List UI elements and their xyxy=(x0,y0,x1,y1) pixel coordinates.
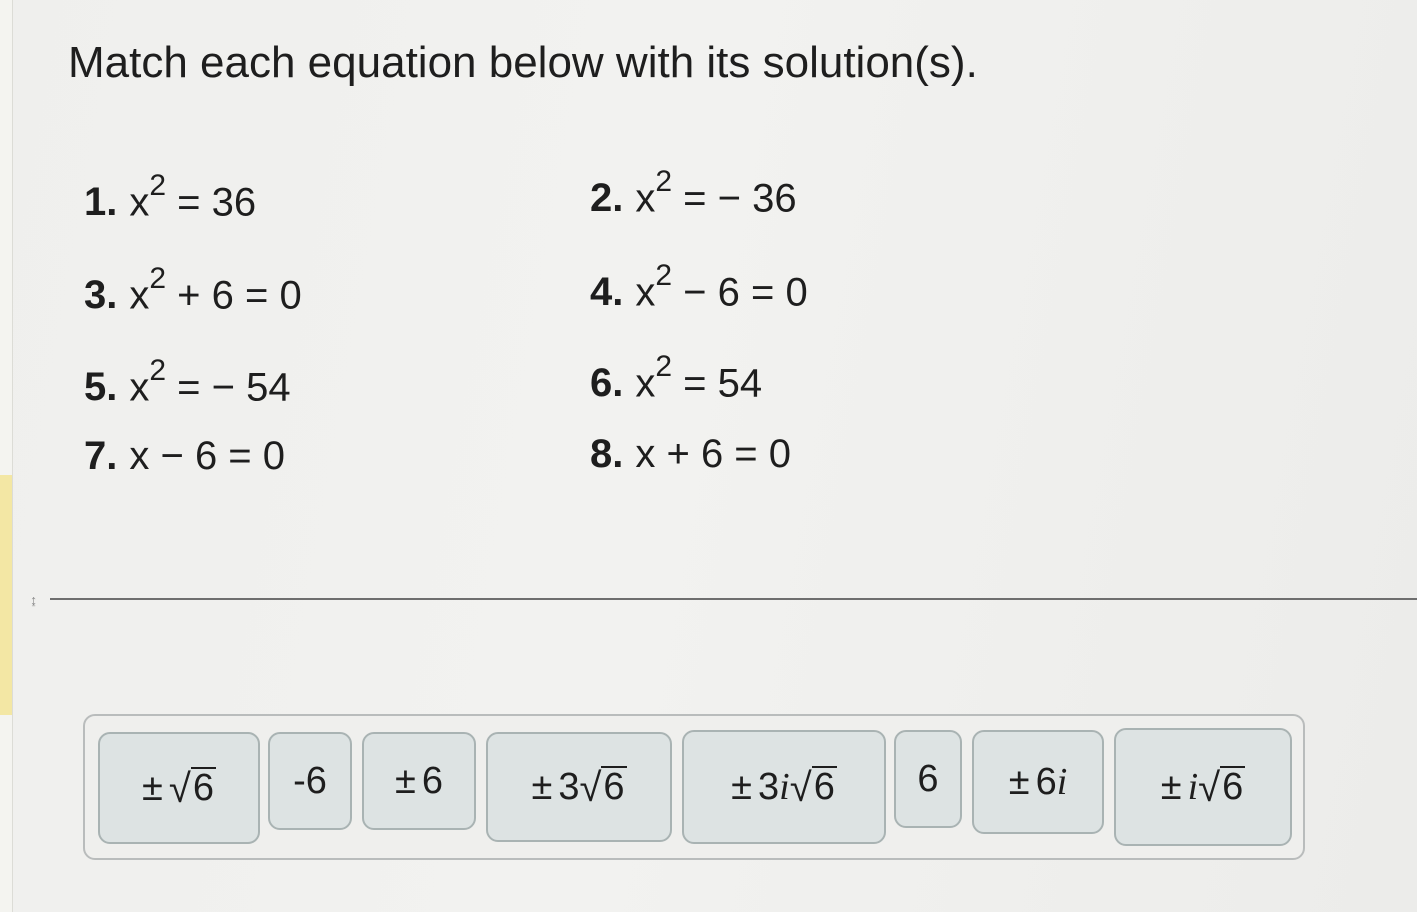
plus-minus-sign: ± xyxy=(395,759,416,802)
equation-2 xyxy=(590,165,797,221)
equation-variable: x xyxy=(635,270,656,315)
equation-variable: x xyxy=(635,176,656,221)
equation-5 xyxy=(84,354,291,410)
equation-rhs: = 36 xyxy=(166,180,257,225)
equation-number: 7. xyxy=(84,434,118,478)
square-root xyxy=(790,766,837,808)
equation-rhs: − 6 = 0 xyxy=(672,270,808,315)
tile-value: 6 xyxy=(421,759,443,802)
radicand: 6 xyxy=(813,766,835,809)
equation-6 xyxy=(590,350,763,406)
tile-coefficient: 3 xyxy=(758,765,780,808)
equation-number: 1. xyxy=(84,180,118,225)
answer-tile-plus-minus-sqrt6[interactable] xyxy=(98,732,260,844)
equation-exponent: 2 xyxy=(149,354,167,387)
radical-sign: √ xyxy=(789,765,812,810)
equation-rhs: = − 36 xyxy=(672,176,797,221)
plus-minus-sign: ± xyxy=(142,766,163,809)
equation-number: 3. xyxy=(84,273,118,318)
imaginary-unit: i xyxy=(1056,761,1068,803)
radicand: 6 xyxy=(192,767,214,810)
equation-exponent: 2 xyxy=(149,169,167,202)
answer-tile-plus-minus-i-sqrt6[interactable] xyxy=(1114,728,1292,846)
equation-7 xyxy=(84,434,285,479)
equation-8 xyxy=(590,432,791,477)
equation-variable: x xyxy=(129,180,150,225)
equation-variable: x xyxy=(635,361,656,406)
radical-sign: √ xyxy=(168,766,191,811)
equation-exponent: 2 xyxy=(149,262,167,295)
equation-exponent: 2 xyxy=(655,350,673,383)
equation-number: 4. xyxy=(590,270,624,315)
equation-rhs: − 6 = 0 xyxy=(149,434,286,478)
divider-tick-mark: ↨ xyxy=(30,592,37,608)
answer-tile-6[interactable] xyxy=(894,730,962,828)
tile-value: -6 xyxy=(293,759,327,802)
tile-coefficient: 6 xyxy=(1035,760,1057,803)
equation-number: 8. xyxy=(590,432,624,476)
equation-rhs: + 6 = 0 xyxy=(655,432,792,476)
equation-rhs: = 54 xyxy=(672,361,763,406)
equation-1 xyxy=(84,169,257,225)
radicand: 6 xyxy=(603,766,625,809)
equation-4 xyxy=(590,259,808,315)
plus-minus-sign: ± xyxy=(1160,765,1182,808)
imaginary-unit: i xyxy=(779,766,790,808)
imaginary-unit: i xyxy=(1187,766,1199,808)
answer-tile-plus-minus-6[interactable] xyxy=(362,732,476,830)
equation-number: 6. xyxy=(590,361,624,406)
left-edge-highlight xyxy=(0,475,12,715)
equation-3 xyxy=(84,262,302,318)
answer-tile-plus-minus-3i-sqrt6[interactable] xyxy=(682,730,886,844)
plus-minus-sign: ± xyxy=(731,765,753,808)
equation-number: 5. xyxy=(84,365,118,410)
section-divider xyxy=(50,598,1417,600)
answer-tile-plus-minus-3sqrt6[interactable] xyxy=(486,732,672,842)
radical-sign: √ xyxy=(579,765,602,810)
left-edge-strip xyxy=(0,0,13,912)
equation-number: 2. xyxy=(590,176,624,221)
answer-tile-negative-6[interactable] xyxy=(268,732,352,830)
radicand: 6 xyxy=(1222,766,1244,809)
square-root xyxy=(1198,766,1245,808)
tile-coefficient: 3 xyxy=(558,765,580,808)
page-title: Match each equation below with its solution(s). xyxy=(68,38,978,87)
answer-tile-plus-minus-6i[interactable] xyxy=(972,730,1104,834)
equation-exponent: 2 xyxy=(655,259,673,292)
equation-exponent: 2 xyxy=(655,165,673,198)
equation-rhs: = − 54 xyxy=(166,365,291,410)
equation-variable: x xyxy=(129,434,150,478)
plus-minus-sign: ± xyxy=(1008,760,1030,803)
equation-variable: x xyxy=(635,432,656,476)
square-root xyxy=(169,767,216,809)
equation-rhs: + 6 = 0 xyxy=(166,273,302,318)
equation-variable: x xyxy=(129,365,150,410)
equation-variable: x xyxy=(129,273,150,318)
radical-sign: √ xyxy=(1198,765,1221,810)
square-root xyxy=(579,766,626,808)
tile-value: 6 xyxy=(917,757,939,800)
plus-minus-sign: ± xyxy=(531,765,553,808)
